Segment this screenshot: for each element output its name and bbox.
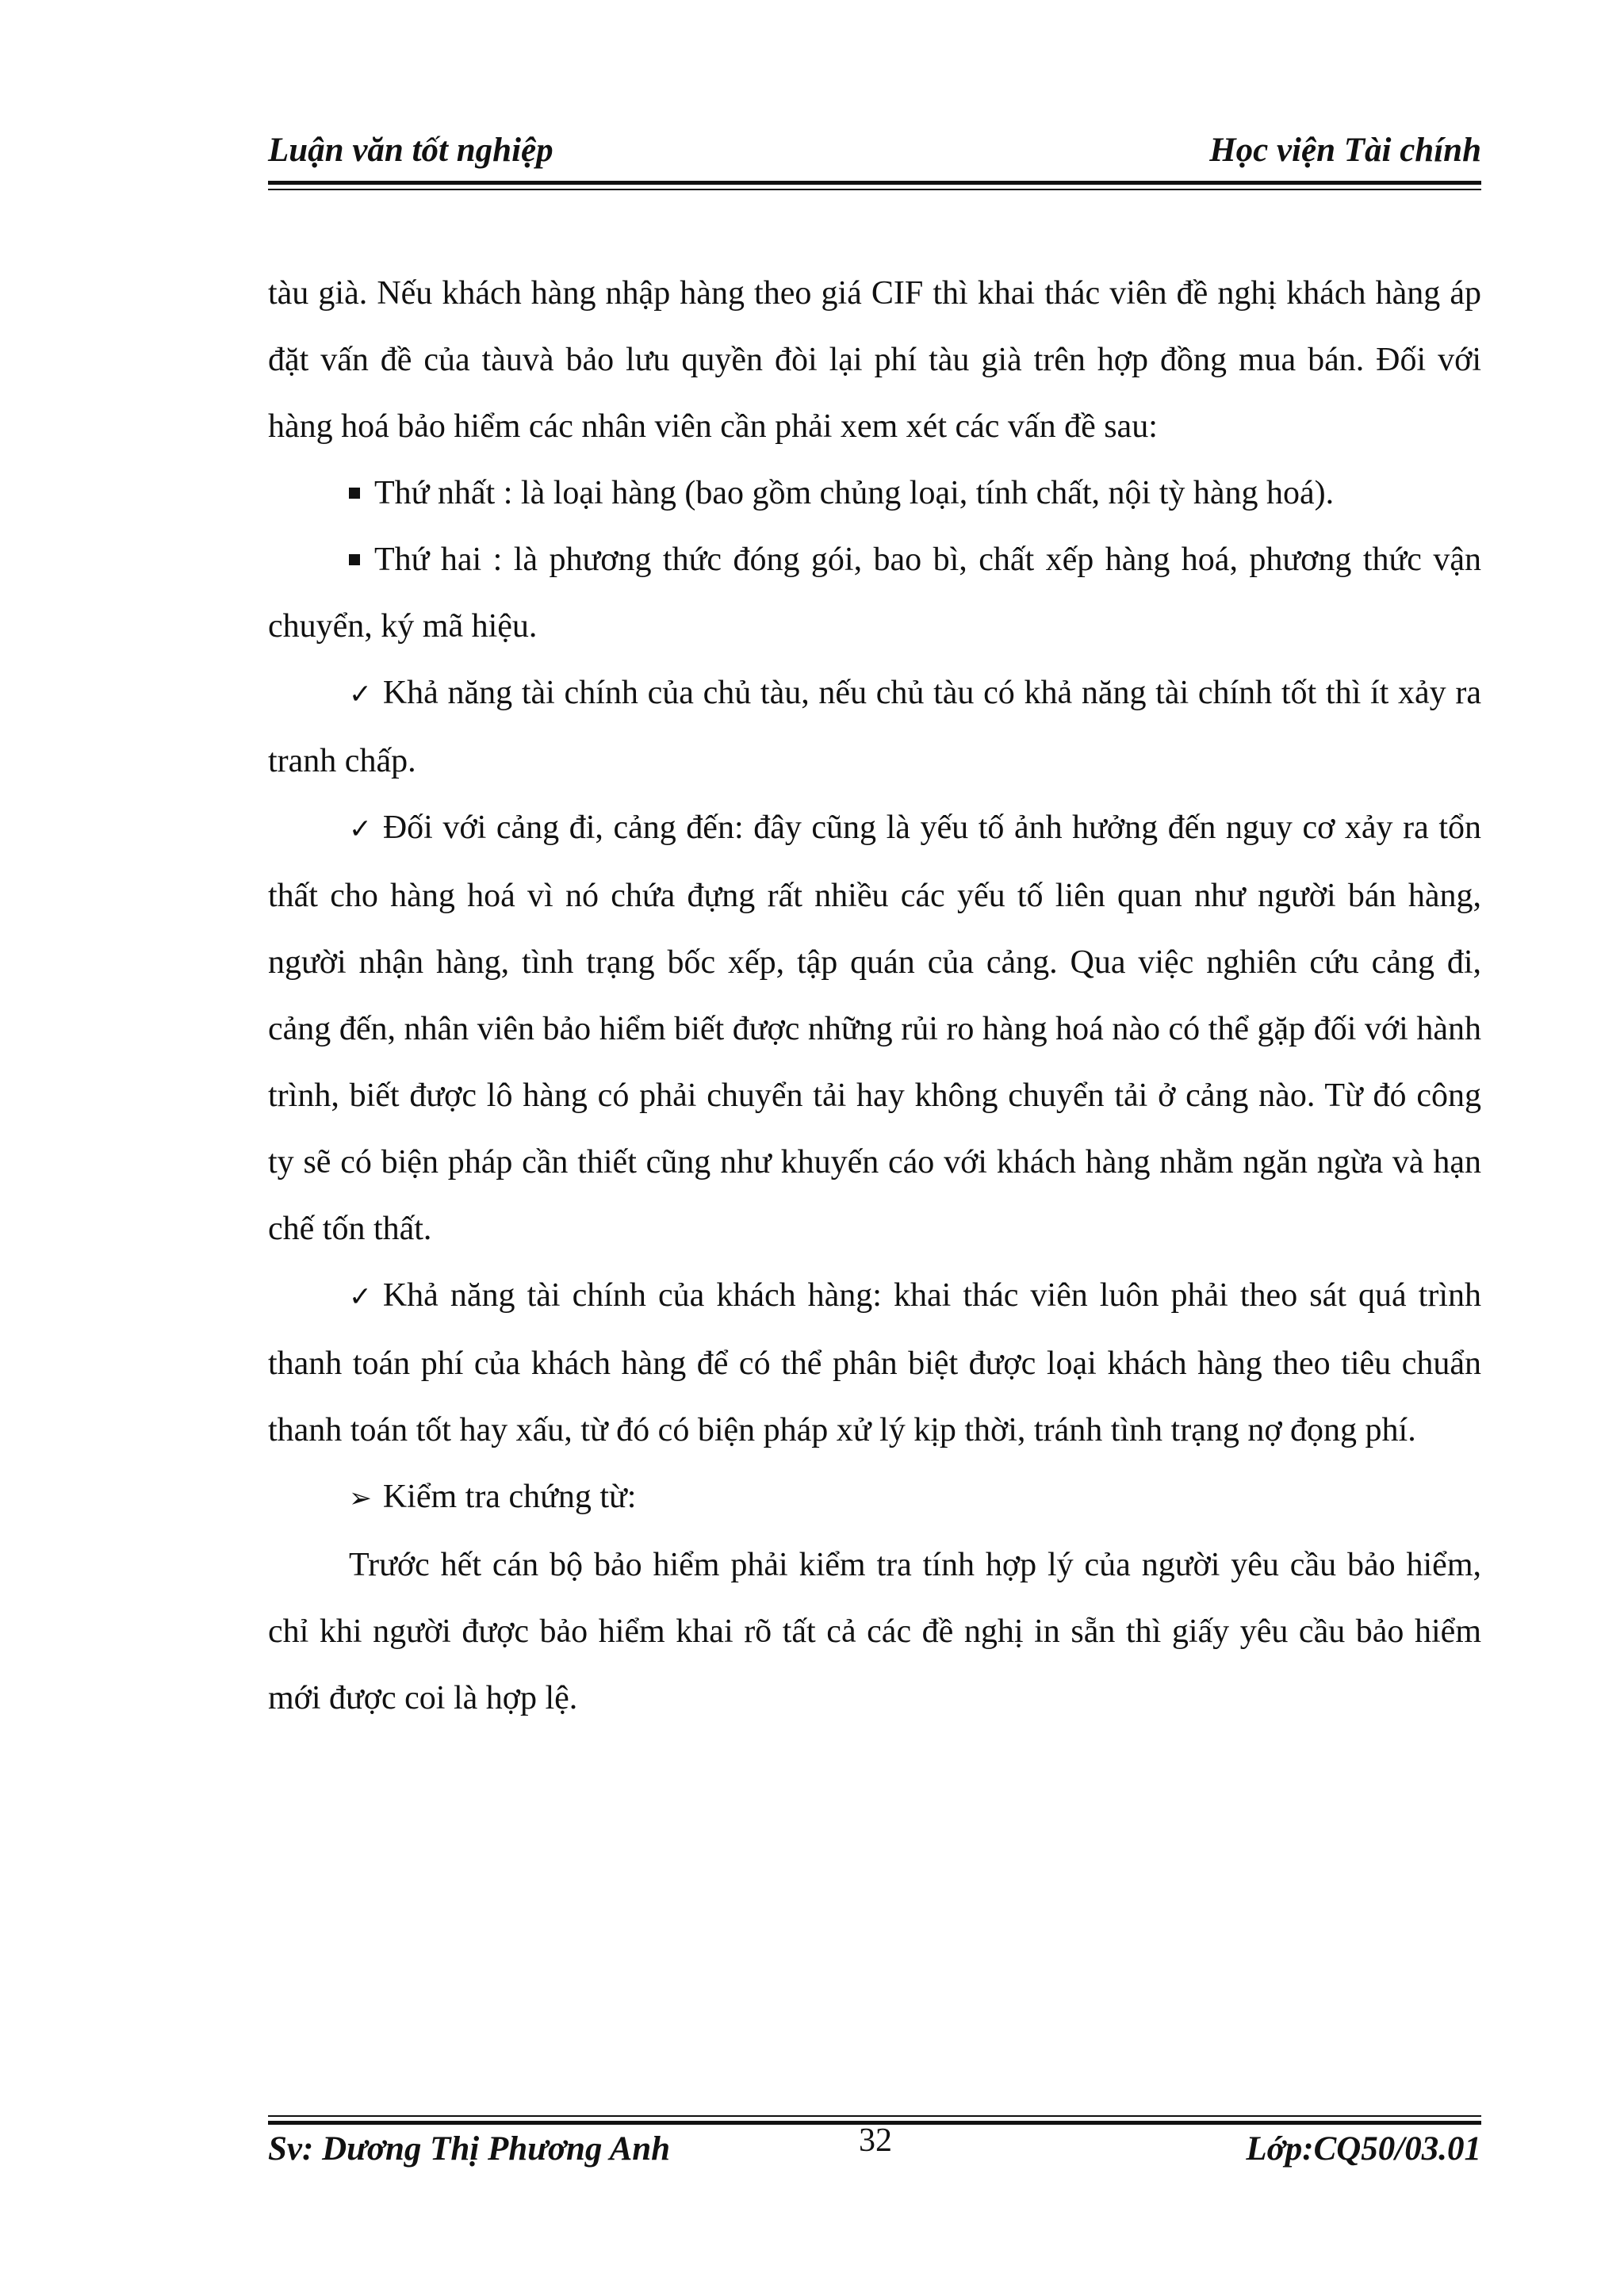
header-rule-thin xyxy=(268,189,1481,190)
check-item-3-text: Khả năng tài chính của khách hàng: khai thác viên luôn phải theo sát quá trình thanh toán phí của khách hàng để có thể phân biệt được loại khách hàng theo tiêu chuẩn thanh toán tốt hay xấu, từ đó có biện pháp xử lý kịp thời, tránh tình trạng nợ đọng phí. xyxy=(268,1277,1481,1448)
header-institution-label: Học viện Tài chính xyxy=(1209,132,1481,169)
check-mark-icon: ✓ xyxy=(349,1282,372,1312)
bullet-item-1 xyxy=(268,460,1481,526)
check-item-2-text: Đối với cảng đi, cảng đến: đây cũng là yếu tố ảnh hưởng đến nguy cơ xảy ra tổn thất cho hàng hoá vì nó chứa đựng rất nhiều các yếu tố liên quan như người bán hàng, người nhận hàng, tình trạng bốc xếp, tập quán của cảng. Qua việc nghiên cứu cảng đi, cảng đến, nhân viên bảo hiểm biết được những rủi ro hàng hoá nào có thể gặp đối với hành trình, biết được lô hàng có phải chuyển tải hay không chuyển tải ở cảng nào. Từ đó công ty sẽ có biện pháp cần thiết cũng như khuyến cáo với khách hàng nhằm ngăn ngừa và hạn chế tốn thất. xyxy=(268,809,1481,1247)
footer-class-code: Lớp:CQ50/03.01 xyxy=(1246,2130,1481,2168)
page-footer xyxy=(268,2122,1481,2180)
square-bullet-icon xyxy=(349,554,360,565)
arrow-bullet-icon: ➢ xyxy=(349,1483,372,1513)
arrow-heading-text: Kiểm tra chứng từ: xyxy=(382,1479,637,1515)
square-bullet-icon xyxy=(349,488,360,499)
document-body xyxy=(268,260,1481,1732)
check-mark-icon: ✓ xyxy=(349,679,372,710)
paragraph-conclusion: Trước hết cán bộ bảo hiểm phải kiểm tra tính hợp lý của người yêu cầu bảo hiểm, chỉ khi người được bảo hiểm khai rõ tất cả các đề nghị in sẵn thì giấy yêu cầu bảo hiểm mới được coi là hợp lệ. xyxy=(268,1547,1481,1716)
paragraph-intro: tàu già. Nếu khách hàng nhập hàng theo giá CIF thì khai thác viên đề nghị khách hàng áp đặt vấn đề của tàuvà bảo lưu quyền đòi lại phí tàu già trên hợp đồng mua bán. Đối với hàng hoá bảo hiểm các nhân viên cần phải xem xét các vấn đề sau: xyxy=(268,275,1481,445)
check-item-1 xyxy=(268,660,1481,794)
bullet-item-2-text: Thứ hai : là phương thức đóng gói, bao bì, chất xếp hàng hoá, phương thức vận chuyển, ký mã hiệu. xyxy=(268,541,1481,645)
check-item-2 xyxy=(268,794,1481,1262)
check-item-3 xyxy=(268,1262,1481,1464)
arrow-heading xyxy=(268,1464,1481,1532)
bullet-item-2 xyxy=(268,526,1481,660)
footer-student-name: Sv: Dương Thị Phương Anh xyxy=(268,2130,671,2168)
header-thesis-label: Luận văn tốt nghiệp xyxy=(268,132,553,169)
check-item-1-text: Khả năng tài chính của chủ tàu, nếu chủ tàu có khả năng tài chính tốt thì ít xảy ra tranh chấp. xyxy=(268,675,1481,779)
check-mark-icon: ✓ xyxy=(349,814,372,844)
page-number: 32 xyxy=(859,2122,892,2159)
page-header xyxy=(268,127,1481,182)
bullet-item-1-text: Thứ nhất : là loại hàng (bao gồm chủng loại, tính chất, nội tỳ hàng hoá). xyxy=(374,475,1335,511)
header-rule-thick xyxy=(268,181,1481,185)
